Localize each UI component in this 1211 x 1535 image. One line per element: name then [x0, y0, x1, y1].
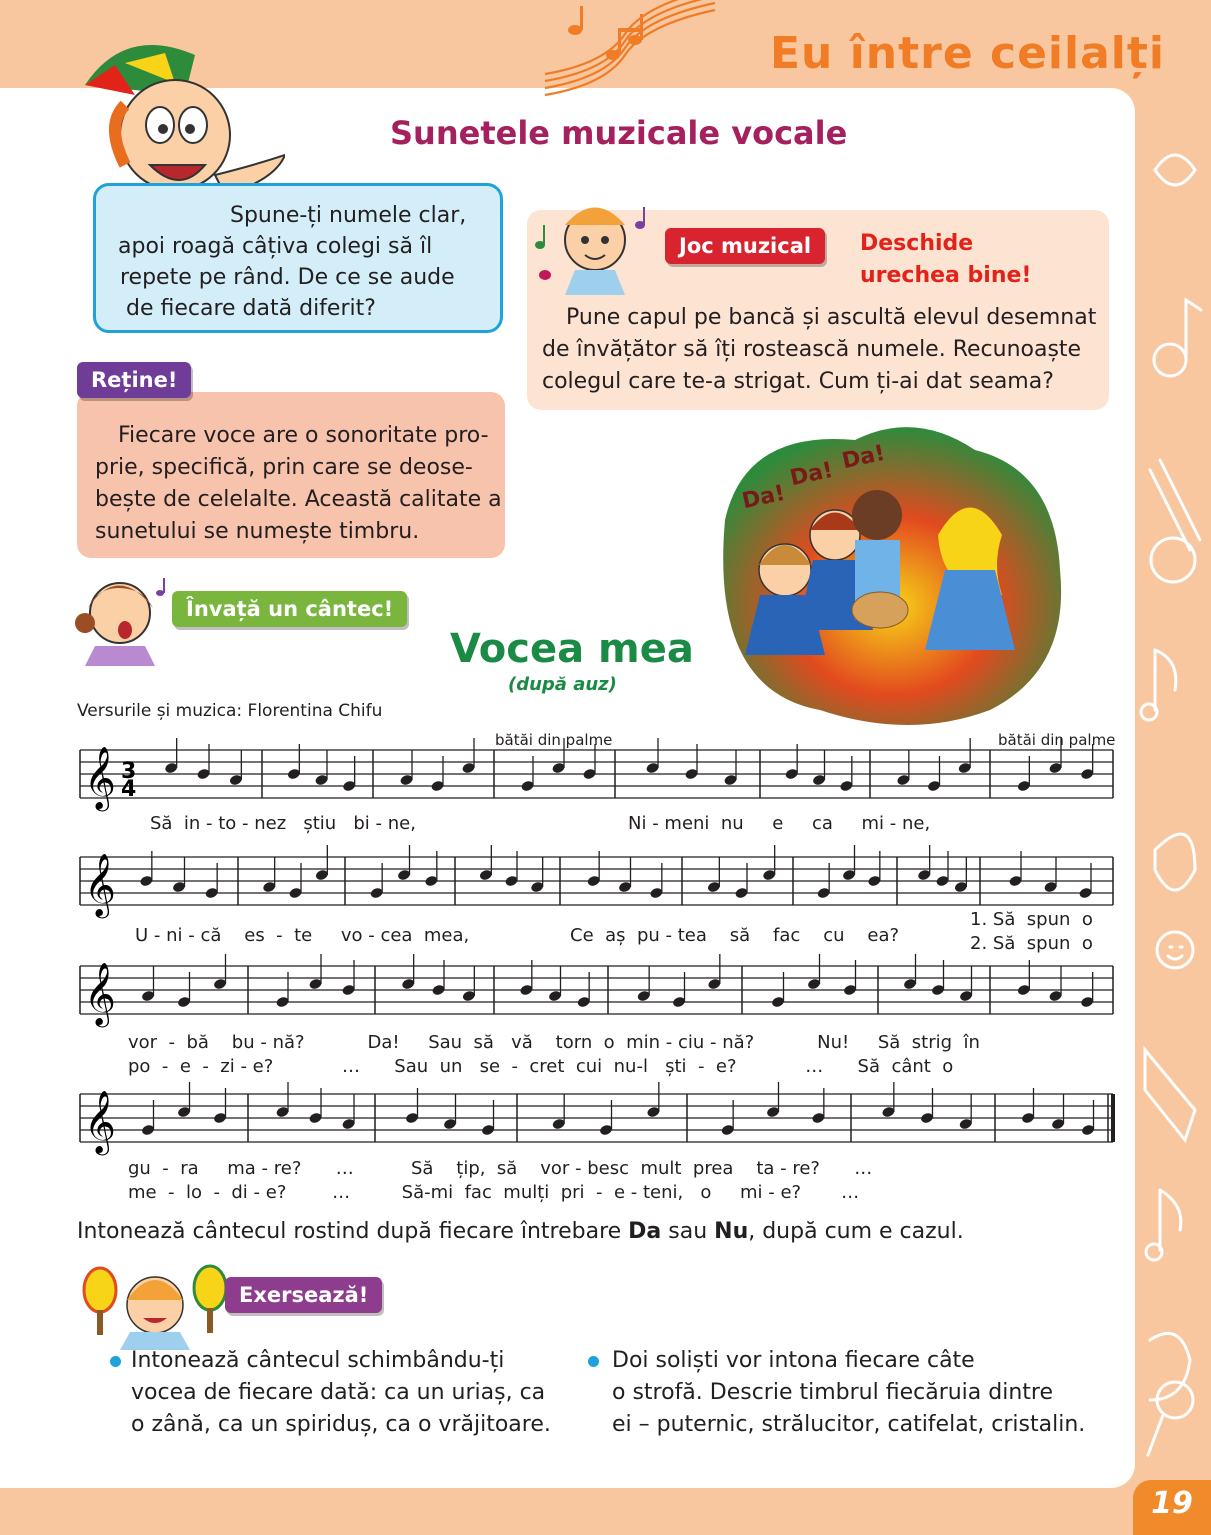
shout-2: Da!: [787, 457, 836, 492]
exercise-2-line-2: o strofă. Descrie timbrul fiecăruia dintre: [612, 1380, 1054, 1405]
game-tag: Joc muzical: [665, 228, 825, 264]
song-credits: Versurile și muzica: Florentina Chifu: [77, 701, 383, 721]
instruction-nu: Nu: [714, 1219, 749, 1244]
bottom-band: [0, 1488, 1211, 1535]
exercise-tag: Exersează!: [225, 1277, 382, 1313]
intro-line-2: apoi roagă câțiva colegi să îl: [118, 234, 433, 259]
game-title-line-2: urechea bine!: [860, 263, 1032, 288]
instruction-pre: Intonează cântecul rostind după fiecare întrebare: [77, 1219, 629, 1244]
clap-label-2: bătăi din palme: [998, 731, 1116, 749]
game-line-1: Pune capul pe bancă și ascultă elevul desemnat: [566, 305, 1097, 330]
lyrics-row3-v2: po - e - zi - e? … Sau un se - cret cui nu-l ști - e? … Să cânt o: [128, 1056, 954, 1077]
bullet-icon: [588, 1356, 599, 1367]
instruction-da: Da: [628, 1219, 662, 1244]
instruction-post: , după cum e cazul.: [748, 1219, 964, 1244]
verse-marker-1: 1. Să spun o: [970, 909, 1093, 930]
remember-line-4: sunetului se numește timbru.: [95, 519, 420, 544]
remember-tag: Reține!: [77, 362, 191, 398]
remember-line-2: prie, specifică, prin care se deose-: [95, 455, 473, 480]
treble-clef-icon: 𝄞: [84, 853, 116, 916]
game-line-2: de învățător să îți rostească numele. Recunoaște: [542, 337, 1082, 362]
lyrics-row4-v1: gu - ra ma - re? … Să țip, să vor - besc mult prea ta - re? …: [128, 1158, 873, 1179]
remember-line-1: Fiecare voce are o sonoritate pro-: [118, 423, 489, 448]
lyrics-row1b: Ni - meni nu e ca mi - ne,: [628, 813, 931, 834]
lyrics-row4-v2: me - lo - di - e? … Să-mi fac mulți pri - e - teni, o mi - e? …: [128, 1182, 860, 1203]
shout-1: Da!: [739, 480, 788, 515]
song-subtitle: (după auz): [508, 674, 617, 695]
exercise-1-line-1: Intonează cântecul schimbându-ți: [131, 1348, 505, 1373]
instruction-mid: sau: [661, 1219, 715, 1244]
game-title-line-1: Deschide: [860, 231, 974, 256]
shout-3: Da!: [839, 440, 888, 475]
time-sig-bottom: 4: [121, 777, 137, 802]
exercise-2-line-1: Doi soliști vor intona fiecare câte: [612, 1348, 975, 1373]
lyrics-row1a: Să in - to - nez știu bi - ne,: [150, 813, 416, 834]
game-line-3: colegul care te-a strigat. Cum ți-ai dat seama?: [542, 369, 1054, 394]
exercise-2-line-3: ei – puternic, strălucitor, catifelat, cristalin.: [612, 1412, 1086, 1437]
page-number: 19: [1151, 1486, 1193, 1521]
section-title: Sunetele muzicale vocale: [390, 114, 848, 152]
learn-song-tag: Învață un cântec!: [172, 591, 407, 627]
song-title: Vocea mea: [450, 626, 694, 672]
bullet-icon: [110, 1356, 121, 1367]
time-sig-top: 3: [121, 759, 137, 784]
exercise-1-line-2: vocea de fiecare dată: ca un uriaș, ca: [131, 1380, 546, 1405]
intro-line-4: de fiecare dată diferit?: [126, 296, 376, 321]
lyrics-row3-v1: vor - bă bu - nă? Da! Sau să vă torn o min - ciu - nă? Nu! Să strig în: [128, 1032, 980, 1053]
chapter-title: Eu între ceilalți: [770, 28, 1165, 79]
intro-line-1: Spune-ți numele clar,: [230, 203, 467, 228]
song-instruction: [77, 1216, 964, 1248]
verse-marker-2: 2. Să spun o: [970, 933, 1093, 954]
lyrics-row2b: Ce aș pu - tea să fac cu ea?: [570, 925, 900, 946]
lyrics-row2a: U - ni - că es - te vo - cea mea,: [135, 925, 470, 946]
treble-clef-icon: 𝄞: [84, 962, 116, 1025]
treble-clef-icon: 𝄞: [84, 746, 116, 809]
clap-label-1: bătăi din palme: [495, 731, 613, 749]
exercise-1-line-3: o zână, ca un spiriduș, ca o vrăjitoare.: [131, 1412, 551, 1437]
remember-line-3: bește de celelalte. Această calitate a: [95, 487, 502, 512]
intro-line-3: repete pe rând. De ce se aude: [120, 265, 455, 290]
kid-with-maracas-illustration: [75, 1260, 235, 1350]
treble-clef-icon: 𝄞: [84, 1090, 116, 1153]
